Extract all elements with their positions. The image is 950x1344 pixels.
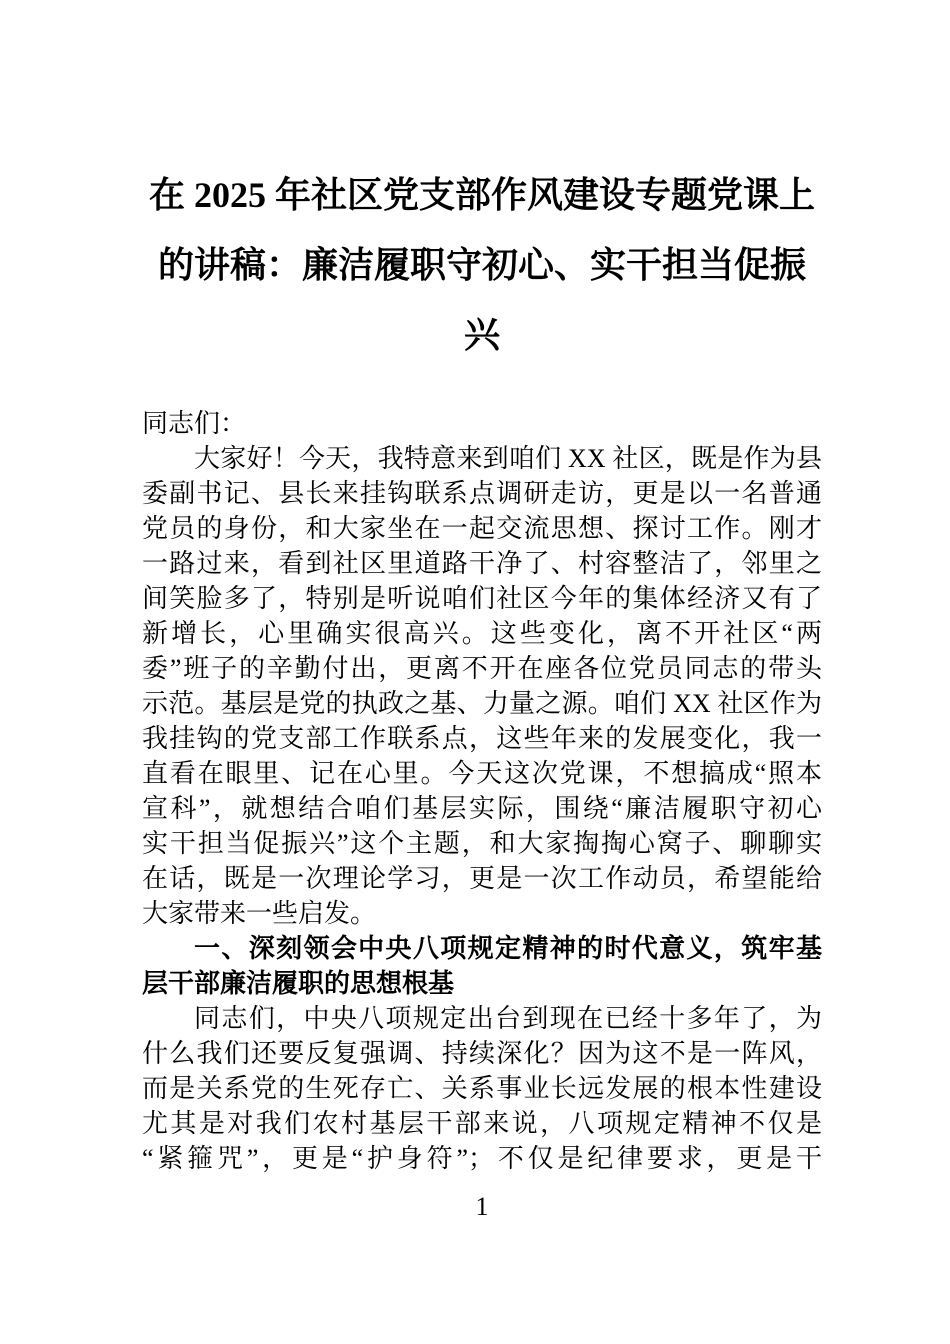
text-line: 尤其是对我们农村基层干部来说，八项规定精神不仅是: [142, 1109, 822, 1138]
text-line: 大家好！今天，我特意来到咱们 XX 社区，既是作为县: [194, 444, 822, 473]
heading-line: 一、深刻领会中央八项规定精神的时代意义，筑牢基: [194, 934, 822, 963]
text-line: 我挂钩的党支部工作联系点，这些年来的发展变化，我一: [142, 724, 822, 753]
text-line: 党员的身份，和大家坐在一起交流思想、探讨工作。刚才: [142, 514, 822, 543]
text-line: 新增长，心里确实很高兴。这些变化，离不开社区“两: [142, 619, 822, 648]
text-line: 直看在眼里、记在心里。今天这次党课，不想搞成“照本: [142, 759, 822, 788]
text-line: 实干担当促振兴”这个主题，和大家掏掏心窝子、聊聊实: [142, 829, 822, 858]
document-body: [142, 406, 822, 1176]
text-line: 什么我们还要反复强调、持续深化？因为这不是一阵风，: [142, 1039, 822, 1068]
text-line: 委”班子的辛勤付出，更离不开在座各位党员同志的带头: [142, 654, 822, 683]
text-line: 委副书记、县长来挂钩联系点调研走访，更是以一名普通: [142, 479, 822, 508]
title-line-1: 在 2025 年社区党支部作风建设专题党课上: [148, 175, 815, 215]
text-line: 一路过来，看到社区里道路干净了、村容整洁了，邻里之: [142, 549, 822, 578]
document-title: [142, 160, 822, 370]
text-line: 间笑脸多了，特别是听说咱们社区今年的集体经济又有了: [142, 584, 822, 613]
text-line: 在话，既是一次理论学习，更是一次工作动员，希望能给: [142, 864, 822, 893]
text-line: 示范。基层是党的执政之基、力量之源。咱们 XX 社区作为: [142, 689, 822, 718]
title-line-3: 兴: [463, 315, 500, 355]
text-line: 同志们：: [142, 409, 247, 438]
page-number: 1: [475, 1192, 489, 1221]
text-line: 同志们，中央八项规定出台到现在已经十多年了，为: [194, 1004, 822, 1033]
heading-line: 层干部廉洁履职的思想根基: [142, 969, 455, 998]
text-line: 大家带来一些启发。: [142, 899, 377, 928]
text-line: “紧箍咒”，更是“护身符”；不仅是纪律要求，更是干: [142, 1144, 822, 1173]
text-line: 而是关系党的生死存亡、关系事业长远发展的根本性建设: [142, 1074, 822, 1103]
text-line: 宣科”，就想结合咱们基层实际，围绕“廉洁履职守初心: [142, 794, 822, 823]
title-line-2: 的讲稿：廉洁履职守初心、实干担当促振: [157, 245, 806, 285]
